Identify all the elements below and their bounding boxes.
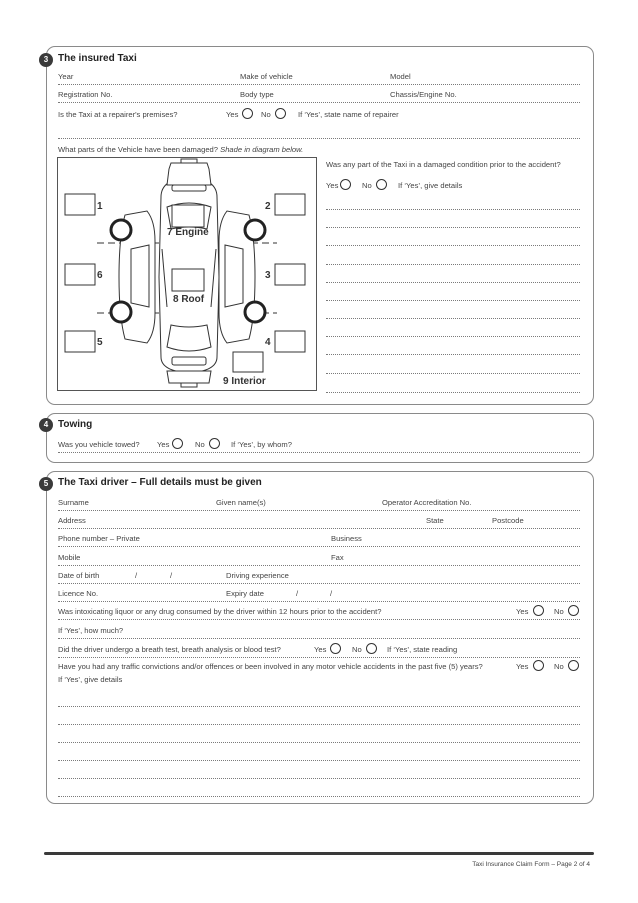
breath-test-question: Did the driver undergo a breath test, breath analysis or blood test? xyxy=(58,645,281,654)
prior-details-line[interactable] xyxy=(326,245,580,246)
prior-no-label: No xyxy=(362,181,372,190)
zone-8-box[interactable] xyxy=(172,269,204,291)
towed-by-field[interactable] xyxy=(58,452,580,453)
vehicle-damage-diagram xyxy=(57,157,317,391)
convictions-no-radio[interactable] xyxy=(568,660,579,671)
prior-damage-question: Was any part of the Taxi in a damaged condition prior to the accident? xyxy=(326,160,561,169)
surname-label: Surname xyxy=(58,498,89,507)
business-label: Business xyxy=(331,534,362,543)
zone-4-box[interactable] xyxy=(275,331,305,352)
prior-if-yes-label: If ‘Yes’, give details xyxy=(398,181,463,190)
breath-yes-radio[interactable] xyxy=(330,643,341,654)
damaged-parts-text: What parts of the Vehicle have been damaged? xyxy=(58,145,218,154)
prior-no-radio[interactable] xyxy=(376,179,387,190)
fax-label: Fax xyxy=(331,553,344,562)
wheel-front-left[interactable] xyxy=(111,220,131,240)
expiry-slash-2: / xyxy=(330,589,333,598)
prior-details-line[interactable] xyxy=(326,373,580,374)
car-front-view xyxy=(167,159,211,185)
registration-field[interactable] xyxy=(58,102,580,103)
repairer-name-field[interactable] xyxy=(58,138,580,139)
towed-question: Was you vehicle towed? xyxy=(58,440,140,449)
prior-details-line[interactable] xyxy=(326,318,580,319)
prior-yes-label: Yes xyxy=(326,181,339,190)
breath-no-radio[interactable] xyxy=(366,643,377,654)
convictions-yes-radio[interactable] xyxy=(533,660,544,671)
dob-label: Date of birth xyxy=(58,571,100,580)
breath-reading-field[interactable] xyxy=(58,657,580,658)
intox-no-label: No xyxy=(554,607,564,616)
footer-page-label: Taxi Insurance Claim Form – Page 2 of 4 xyxy=(472,861,590,868)
details-line[interactable] xyxy=(58,796,580,797)
section-5-badge: 5 xyxy=(39,477,53,491)
section-5-title: The Taxi driver – Full details must be given xyxy=(58,477,262,488)
prior-details-line[interactable] xyxy=(326,282,580,283)
give-details-label: If ‘Yes’, give details xyxy=(58,675,123,684)
dob-slash-1: / xyxy=(135,571,138,580)
details-line[interactable] xyxy=(58,706,580,707)
prior-details-line[interactable] xyxy=(326,300,580,301)
registration-label: Registration No. xyxy=(58,90,113,99)
damaged-parts-question xyxy=(58,145,303,155)
zone-6-label: 6 xyxy=(97,270,103,281)
repairer-no-radio[interactable] xyxy=(275,108,286,119)
zone-8-label: 8 Roof xyxy=(173,294,205,305)
zone-6-box[interactable] xyxy=(65,264,95,285)
wheel-rear-right[interactable] xyxy=(245,302,265,322)
intox-yes-radio[interactable] xyxy=(533,605,544,616)
prior-details-line[interactable] xyxy=(326,227,580,228)
breath-no-label: No xyxy=(352,645,362,654)
convictions-yes-label: Yes xyxy=(516,662,529,671)
towed-if-yes-label: If ‘Yes’, by whom? xyxy=(231,440,292,449)
given-names-label: Given name(s) xyxy=(216,498,266,507)
section-3-badge: 3 xyxy=(39,53,53,67)
phone-field[interactable] xyxy=(58,546,580,547)
convictions-question: Have you had any traffic convictions and/or offences or been involved in any motor vehicle accidents in the past five (5) years? xyxy=(58,662,483,671)
dob-slash-2: / xyxy=(170,571,173,580)
zone-1-box[interactable] xyxy=(65,194,95,215)
towed-yes-radio[interactable] xyxy=(172,438,183,449)
zone-2-label: 2 xyxy=(265,201,271,212)
section-4-title: Towing xyxy=(58,419,93,430)
state-reading-label: If ‘Yes’, state reading xyxy=(387,645,458,654)
breath-yes-label: Yes xyxy=(314,645,327,654)
towed-no-label: No xyxy=(195,440,205,449)
model-label: Model xyxy=(390,72,411,81)
chassis-label: Chassis/Engine No. xyxy=(390,90,457,99)
address-field[interactable] xyxy=(58,528,580,529)
year-make-model-field[interactable] xyxy=(58,84,580,85)
repairer-no-label: No xyxy=(261,110,271,119)
repairer-if-yes-label: If ‘Yes’, state name of repairer xyxy=(298,110,399,119)
intox-no-radio[interactable] xyxy=(568,605,579,616)
wheel-front-right[interactable] xyxy=(245,220,265,240)
zone-9-box[interactable] xyxy=(233,352,263,372)
zone-5-label: 5 xyxy=(97,337,103,348)
prior-yes-radio[interactable] xyxy=(340,179,351,190)
zone-2-box[interactable] xyxy=(275,194,305,215)
section-4-badge: 4 xyxy=(39,418,53,432)
prior-details-line[interactable] xyxy=(326,209,580,210)
towed-no-radio[interactable] xyxy=(209,438,220,449)
details-line[interactable] xyxy=(58,742,580,743)
wheel-rear-left[interactable] xyxy=(111,302,131,322)
body-type-label: Body type xyxy=(240,90,274,99)
operator-accreditation-label: Operator Accreditation No. xyxy=(382,498,472,507)
zone-3-box[interactable] xyxy=(275,264,305,285)
details-line[interactable] xyxy=(58,724,580,725)
licence-label: Licence No. xyxy=(58,589,99,598)
year-label: Year xyxy=(58,72,74,81)
zone-1-label: 1 xyxy=(97,201,103,212)
dob-field[interactable] xyxy=(58,583,580,584)
section-3-title: The insured Taxi xyxy=(58,53,137,64)
footer-rule xyxy=(44,852,594,855)
intox-line[interactable] xyxy=(58,619,580,620)
zone-7-box[interactable] xyxy=(172,205,204,227)
prior-details-line[interactable] xyxy=(326,392,580,393)
intoxication-question: Was intoxicating liquor or any drug consumed by the driver within 12 hours prior to the accident? xyxy=(58,607,382,616)
details-line[interactable] xyxy=(58,778,580,779)
how-much-field[interactable] xyxy=(58,638,580,639)
surname-field[interactable] xyxy=(58,510,580,511)
make-label: Make of vehicle xyxy=(240,72,293,81)
intox-yes-label: Yes xyxy=(516,607,529,616)
licence-field[interactable] xyxy=(58,601,580,602)
repairer-yes-radio[interactable] xyxy=(242,108,253,119)
postcode-label: Postcode xyxy=(492,516,524,525)
repairer-question: Is the Taxi at a repairer's premises? xyxy=(58,110,178,119)
zone-5-box[interactable] xyxy=(65,331,95,352)
prior-details-line[interactable] xyxy=(326,354,580,355)
zone-3-label: 3 xyxy=(265,270,271,281)
zone-7-label: 7 Engine xyxy=(167,227,209,238)
zone-9-label: 9 Interior xyxy=(223,376,266,387)
prior-details-line[interactable] xyxy=(326,264,580,265)
section-towing xyxy=(46,413,594,463)
mobile-label: Mobile xyxy=(58,553,81,562)
phone-private-label: Phone number – Private xyxy=(58,534,140,543)
prior-details-line[interactable] xyxy=(326,336,580,337)
repairer-yes-label: Yes xyxy=(226,110,239,119)
convictions-no-label: No xyxy=(554,662,564,671)
address-label: Address xyxy=(58,516,86,525)
how-much-label: If ‘Yes’, how much? xyxy=(58,626,124,635)
state-label: State xyxy=(426,516,444,525)
damaged-parts-hint: Shade in diagram below. xyxy=(220,145,304,154)
details-line[interactable] xyxy=(58,760,580,761)
zone-4-label: 4 xyxy=(265,337,271,348)
expiry-label: Expiry date xyxy=(226,589,264,598)
towed-yes-label: Yes xyxy=(157,440,170,449)
mobile-field[interactable] xyxy=(58,565,580,566)
expiry-slash-1: / xyxy=(296,589,299,598)
driving-experience-label: Driving experience xyxy=(226,571,289,580)
